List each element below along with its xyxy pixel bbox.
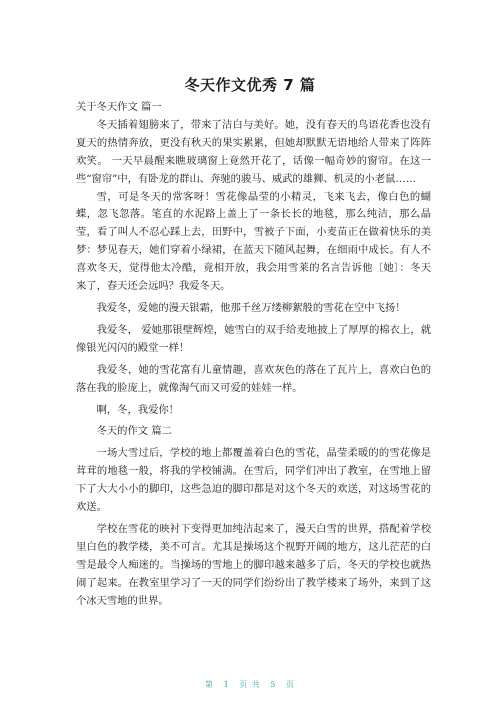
document-body xyxy=(76,99,431,610)
paragraph: 学校在雪花的映衬下变得更加纯洁起来了，漫天白雪的世界，搭配着学校里白色的教学楼，美不可言。尤其是操场这个视野开阔的地方，这儿茫茫的白雪是最令人痴迷的。当操场的雪地上的脚印越来越多了后，冬天的学校也就热闹了起来。在教室里学习了一天的同学们纷纷出了教学楼来了场外，来到了这个冰天雪地的世界。 xyxy=(76,522,431,607)
paragraph: 雪，可是冬天的常客呀！雪花像晶莹的小精灵，飞来飞去，像白色的蝴蝶，忽飞忽落。笔直的水泥路上盖上了一条长长的地毯，那么纯洁，那么晶莹，看了叫人不忍心踩上去，田野中，雪被子下面，小麦苗正在做着快乐的美梦：梦见春天，她们穿着小绿裙，在蓝天下随风起舞，在细雨中成长。有人不喜欢冬天，觉得他太冷酷，竟相开放，我会用雪莱的名言告诉他〔她〕：冬天来了，春天还会远吗？我爱冬天。 xyxy=(76,190,431,293)
paragraph: 我爱冬， 爱她那银壁辉煌，她雪白的双手给麦地披上了厚厚的棉衣上，就像银光闪闪的殿堂一样！ xyxy=(76,323,431,354)
footer-page-number: 1 xyxy=(223,680,230,689)
section-heading: 冬天的作文 篇二 xyxy=(96,425,172,438)
footer-suffix: 页 xyxy=(285,680,295,689)
footer-middle: 页 共 xyxy=(239,680,261,689)
paragraph: 一场大雪过后，学校的地上都覆盖着白色的雪花，晶莹柔暖的的雪花像是茸茸的地毯一般，将我的学校铺满。在雪后，同学们冲出了教室，在雪地上留下了大大小小的脚印，这些急迫的脚印都是对这个冬天的欢送，对这场雪花的欢送。 xyxy=(76,447,431,514)
page-footer xyxy=(0,679,500,690)
document-title: 冬天作文优秀 7 篇 xyxy=(184,76,316,94)
section-heading: 关于冬天作文 篇一 xyxy=(76,101,162,113)
footer-prefix: 第 xyxy=(205,680,215,689)
footer-total-pages: 5 xyxy=(270,680,277,689)
paragraph: 我爱冬，爱她的漫天银霜，他那千丝万缕柳絮般的雪花在空中飞扬！ xyxy=(96,301,406,314)
paragraph: 我爱冬，她的雪花富有儿童情趣，喜欢灰色的落在了瓦片上，喜欢白色的落在我的脸庞上，就像淘气而又可爱的娃娃一样。 xyxy=(76,363,431,394)
paragraph: 啊，冬，我爱你！ xyxy=(96,403,179,416)
paragraph: 冬天插着翅膀来了，带来了洁白与美好。她，没有春天的鸟语花香也没有夏天的热情奔放，更没有秋天的果实累累，但她却默默无语地给人带来了阵阵欢笑。 一天早晨醒来瞧玻璃窗上竟然开花了，话像一幅奇妙的窗帘。在这一些“窗帘”中，有卧龙的群山、奔驰的骏马、威武的雄狮、机灵的小老鼠…… xyxy=(76,118,431,185)
